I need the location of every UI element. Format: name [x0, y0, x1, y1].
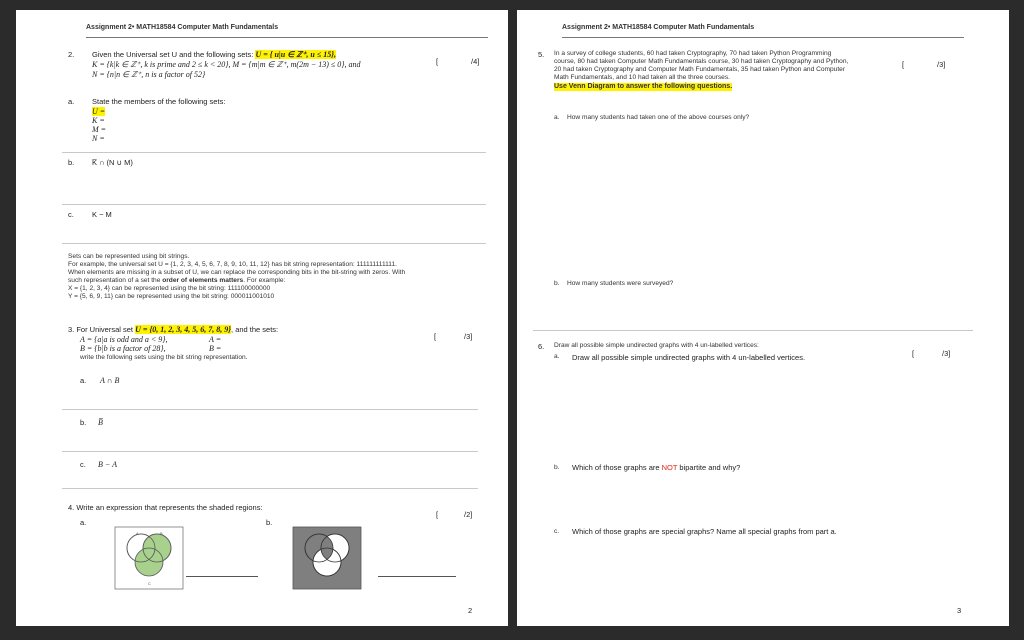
q3c-label: c. [80, 460, 86, 469]
q3-intro-text: 3. For Universal set [68, 325, 134, 334]
venn-diagram-a [114, 526, 184, 590]
q6a-label: a. [554, 353, 560, 360]
document-page-2 [16, 10, 508, 626]
bits-line-6: Y = {5, 6, 9, 11} can be represented using the bit string: 000011001010 [68, 293, 275, 300]
bits-line-4-a: such representation of a set the [68, 277, 163, 284]
q5-number: 5. [538, 50, 545, 59]
q2-bracket: [ [436, 57, 439, 66]
q2a-u: U = [92, 107, 106, 116]
q6b-text-2: bipartite and why? [677, 463, 741, 472]
q2-number: 2. [68, 50, 75, 59]
separator [62, 243, 486, 244]
q2a-n: N = [92, 134, 105, 143]
bits-line-5: X = {1, 2, 3, 4} can be represented using the bit string: 111100000000 [68, 285, 271, 292]
q2a-m: M = [92, 125, 107, 134]
q5-line-4: Math Fundamentals, and 10 had taken all the three courses. [554, 74, 730, 81]
page-header: Assignment 2• MATH18584 Computer Math Fundamentals [562, 24, 755, 31]
answer-line-a[interactable] [186, 576, 258, 577]
q5b-label: b. [554, 280, 560, 287]
q2b-label: b. [68, 158, 75, 167]
q2c-label: c. [68, 210, 74, 219]
q4a-label: a. [80, 518, 87, 527]
q3b-text: B̅ [98, 418, 103, 427]
q5a-text: How many students had taken one of the above courses only? [567, 114, 750, 121]
separator [533, 330, 973, 331]
document-page-3 [517, 10, 1009, 626]
q6c-text: Which of those graphs are special graphs? Name all special graphs from part a. [572, 527, 837, 536]
q5-line-1: In a survey of college students, 60 had taken Cryptography, 70 had taken Python Programming [554, 50, 832, 57]
q4-text: 4. Write an expression that represents the shaded regions: [68, 503, 263, 512]
q2-sets-k-m: K = {k|k ∈ ℤ⁺, k is prime and 2 ≤ k < 20}, M = {m|m ∈ ℤ⁺, m(2m − 13) ≤ 0}, and [92, 60, 361, 69]
q6b-label: b. [554, 464, 560, 471]
q2a-k: K = [92, 116, 105, 125]
q4b-label: b. [266, 518, 273, 527]
q4-bracket: [ [436, 510, 439, 519]
venn-diagram-b [292, 526, 362, 590]
q5-line-3: 20 had taken Cryptography and Computer Math Fundamentals, 35 had taken Python and Computer [554, 66, 846, 73]
q3-universal-set: U = {0, 1, 2, 3, 4, 5, 6, 7, 8, 9} [135, 325, 232, 334]
bits-line-1: Sets can be represented using bit strings. [68, 253, 190, 260]
separator [62, 409, 478, 410]
venn-a-label-a: A [136, 531, 139, 536]
q6b-text-not: NOT [661, 463, 678, 472]
q3b-label: b. [80, 418, 87, 427]
bits-line-4-bold: order of elements matters [162, 277, 244, 284]
q5-bracket: [ [902, 60, 905, 69]
q6b-text [572, 463, 740, 472]
venn-a-label-c: C [148, 581, 151, 586]
venn-a-label-b: B [160, 531, 163, 536]
answer-line-b[interactable] [378, 576, 456, 577]
q6c-label: c. [554, 528, 560, 535]
separator [62, 204, 486, 205]
q3-bracket: [ [434, 332, 437, 341]
q6b-text-1: Which of those graphs are [572, 463, 662, 472]
q5-line-2: course, 80 had taken Computer Math Fundamentals course, 30 had taken Cryptography and Python, [554, 58, 849, 65]
separator [62, 451, 478, 452]
q3-instruction: write the following sets using the bit string representation. [80, 354, 248, 361]
separator [62, 488, 478, 489]
q5a-label: a. [554, 114, 560, 121]
q2-set-n: N = {n|n ∈ ℤ⁺, n is a factor of 52} [92, 70, 206, 79]
bits-line-4-c: . For example: [243, 277, 286, 284]
q6-intro: Draw all possible simple undirected graphs with 4 un-labelled vertices: [554, 342, 759, 349]
q4-marks: /2] [464, 510, 473, 519]
q5-marks: /3] [937, 60, 946, 69]
q2-marks: /4] [471, 57, 480, 66]
q2-intro-text: Given the Universal set U and the following sets: [92, 50, 254, 59]
q3-set-b-eq: B = [209, 344, 222, 353]
q6a-text: Draw all possible simple undirected graphs with 4 un-labelled vertices. [572, 353, 806, 362]
q3-set-a-eq: A = [209, 335, 222, 344]
page-number: 3 [957, 606, 962, 615]
q5-line-5: Use Venn Diagram to answer the following questions. [554, 83, 733, 90]
page-header: Assignment 2• MATH18584 Computer Math Fundamentals [86, 24, 279, 31]
q3-intro-after: , and the sets: [231, 325, 279, 334]
q2b-text: K̅ ∩ (N ∪ M) [92, 158, 133, 167]
header-rule [86, 37, 488, 38]
q3-marks: /3] [464, 332, 473, 341]
q3-intro [68, 325, 278, 334]
q2a-text: State the members of the following sets: [92, 97, 226, 106]
bits-line-3: When elements are missing in a subset of U, we can replace the corresponding bits in the bit-string with zeros. With [68, 269, 406, 276]
q6-number: 6. [538, 342, 545, 351]
q3-set-b-def: B = {b|b is a factor of 28}, [80, 344, 166, 353]
q3c-text: B − A [98, 460, 118, 469]
q3-set-a-def: A = {a|a is odd and a < 9}, [80, 335, 168, 344]
q2a-label: a. [68, 97, 75, 106]
separator [62, 152, 486, 153]
q2-universal-set: U = { u|u ∈ ℤ⁺, u ≤ 15}, [255, 50, 336, 59]
q6-bracket: [ [912, 349, 915, 358]
page-number: 2 [468, 606, 473, 615]
bits-line-2: For example, the universal set U = {1, 2, 3, 4, 5, 6, 7, 8, 9, 10, 11, 12} has bit string representation: 111111111111. [68, 261, 397, 268]
header-rule [562, 37, 964, 38]
q6-marks: /3] [942, 349, 951, 358]
q3a-text: A ∩ B [100, 376, 120, 385]
q5b-text: How many students were surveyed? [567, 280, 674, 287]
q3a-label: a. [80, 376, 87, 385]
q2c-text: K − M [92, 210, 112, 219]
q2-intro [92, 50, 336, 59]
